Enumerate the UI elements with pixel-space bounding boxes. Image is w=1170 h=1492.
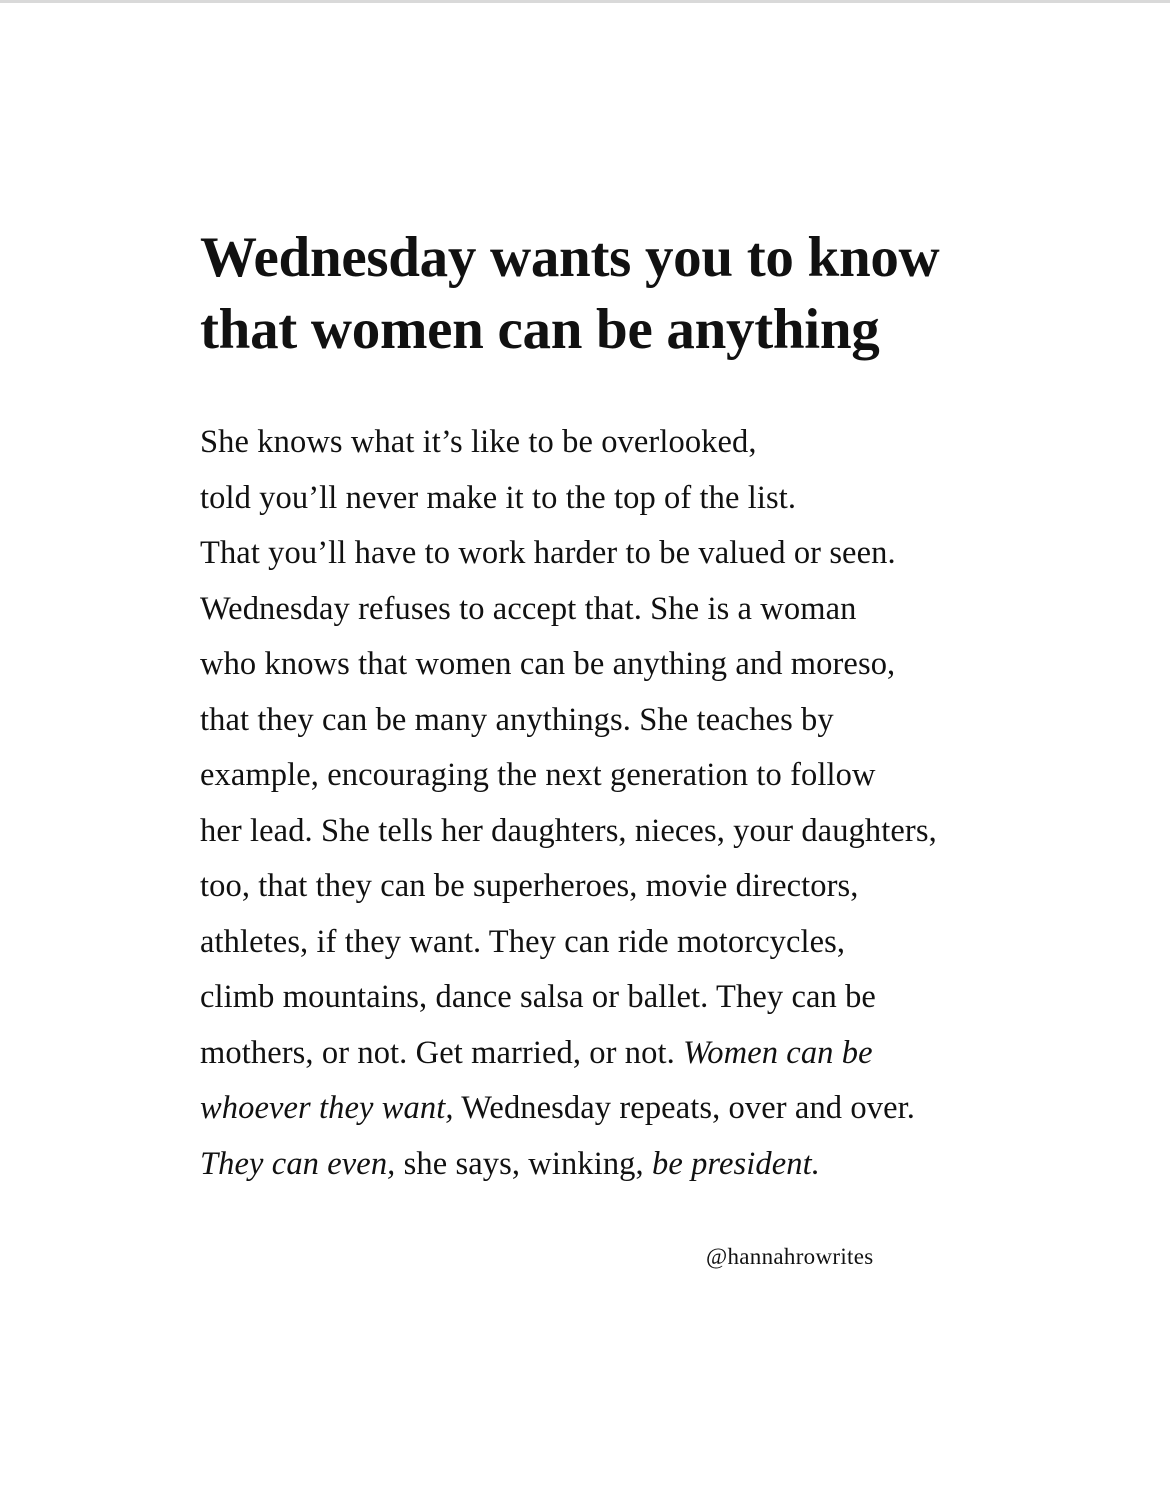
poem-italic-text: Women can be	[683, 1034, 873, 1071]
poem-text: she says, winking,	[395, 1145, 652, 1182]
author-handle: @hannahrowrites	[706, 1244, 874, 1269]
poem-line	[200, 1026, 1100, 1082]
poem-line	[200, 1081, 1100, 1137]
poem-line: told you’ll never make it to the top of the list.	[200, 479, 797, 516]
poem-line: too, that they can be superheroes, movie directors,	[200, 868, 859, 904]
poem-line: example, encouraging the next generation to follow	[200, 757, 876, 793]
poem-text: mothers, or not. Get married, or not.	[200, 1034, 684, 1071]
poem-line: her lead. She tells her daughters, nieces, your daughters,	[200, 812, 937, 849]
page-title	[200, 222, 1080, 366]
poem-line: who knows that women can be anything and moreso,	[200, 646, 896, 682]
title-line: Wednesday wants you to know	[200, 226, 940, 289]
poem-italic-text: They can even,	[200, 1145, 396, 1182]
top-border	[0, 0, 1170, 3]
poem-line: athletes, if they want. They can ride motorcycles,	[200, 923, 846, 960]
poem-body	[200, 415, 1100, 1192]
poem-italic-text: whoever they want,	[200, 1090, 454, 1126]
poem-text: Wednesday repeats, over and over.	[453, 1090, 915, 1126]
title-line: that women can be anything	[200, 298, 880, 361]
poem-line: that they can be many anythings. She teaches by	[200, 701, 834, 738]
poem-line	[200, 1137, 1100, 1193]
poem-line: She knows what it’s like to be overlooked,	[200, 424, 757, 460]
poem-italic-text: be president.	[651, 1145, 820, 1182]
poem-line: That you’ll have to work harder to be valued or seen.	[200, 535, 896, 571]
poem-line: climb mountains, dance salsa or ballet. They can be	[200, 979, 876, 1015]
poem-line: Wednesday refuses to accept that. She is a woman	[200, 590, 857, 627]
